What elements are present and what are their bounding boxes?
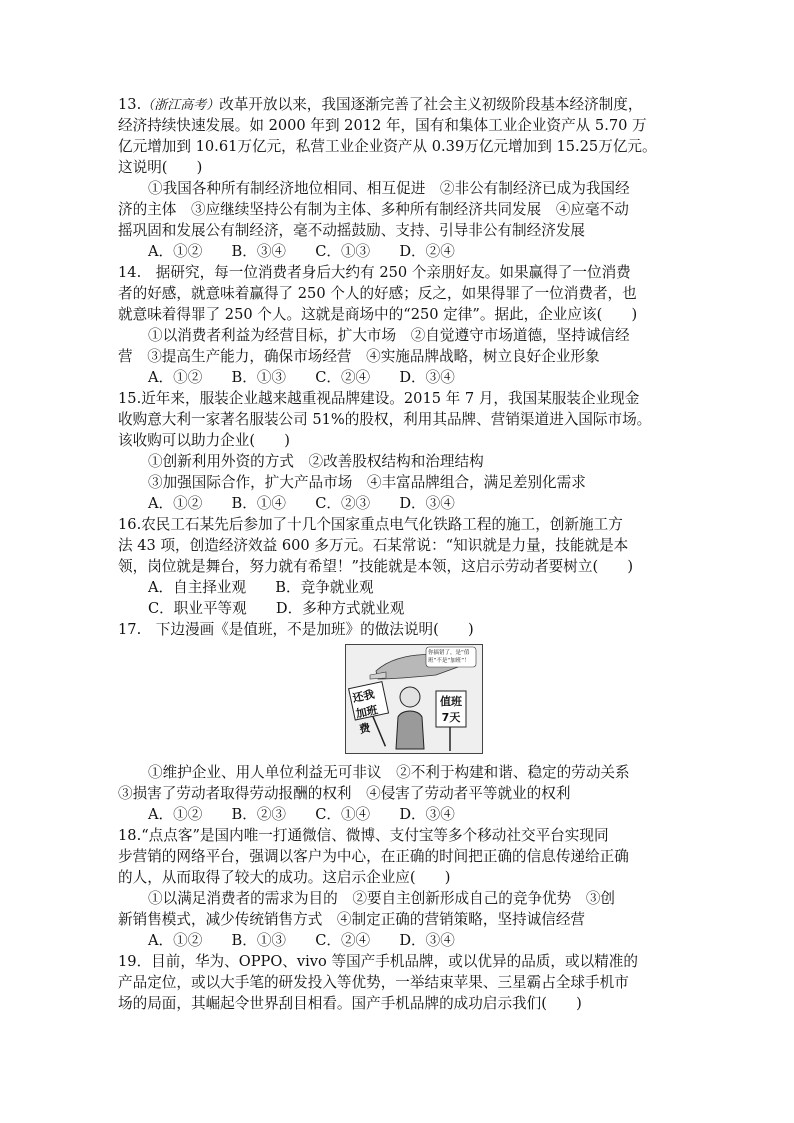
q17-answer-choices: A．①② B．②③ C．①④ D．③④ xyxy=(148,806,455,823)
q15-line-1: 15.近年来，服装企业越来越重视品牌建设。2015 年 7 月，我国某服装企业现金 xyxy=(118,390,640,407)
left-sign-text: 还我加班费 xyxy=(351,687,379,737)
q14-option-line-2: 营 ③提高生产能力，确保市场经营 ④实施品牌战略，树立良好企业形象 xyxy=(118,348,600,365)
q16-line-2: 法 43 项，创造经济效益 600 多万元。石某常说：“知识就是力量，技能就是本 xyxy=(118,537,629,554)
q13-answer-choices: A．①② B．③④ C．①③ D．②④ xyxy=(148,243,455,260)
worker-body xyxy=(396,711,424,749)
cartoon-image xyxy=(345,644,483,754)
q13-source-tag: （浙江高考） xyxy=(141,98,220,113)
q17-option-line-2: ③损害了劳动者取得劳动报酬的权利 ④侵害了劳动者平等就业的权利 xyxy=(118,785,571,802)
q13-line-4: 这说明( ) xyxy=(118,159,203,176)
q13-option-line-2: 济的主体 ③应继续坚持公有制为主体、多种所有制经济共同发展 ④应毫不动 xyxy=(118,201,629,218)
q14-line-2: 者的好感，就意味着赢得了 250 个人的好感；反之，如果得罪了一位消费者，也 xyxy=(118,285,637,302)
right-sign-text: 值班7天 xyxy=(440,695,462,724)
q19-line-1: 19．目前，华为、OPPO、vivo 等国产手机品牌，或以优异的品质，或以精准的 xyxy=(118,953,638,970)
worker-head xyxy=(400,687,420,707)
q13-line-1: 13.（浙江高考）改革开放以来，我国逐渐完善了社会主义初级阶段基本经济制度， xyxy=(118,96,643,113)
exam-page xyxy=(118,94,684,1014)
q17-cartoon-wrap xyxy=(118,644,684,756)
q16-answer-choices-2: C．职业平等观 D．多种方式就业观 xyxy=(148,600,405,617)
speech-bubble-text: 你搞错了，是“值班”不是“加班”！ xyxy=(428,650,470,664)
q15-option-line-1: ①创新利用外资的方式 ②改善股权结构和治理结构 xyxy=(148,453,484,470)
q13-option-line-1: ①我国各种所有制经济地位相同、相互促进 ②非公有制经济已成为我国经 xyxy=(148,180,630,197)
q13-option-line-3: 摇巩固和发展公有制经济，毫不动摇鼓励、支持、引导非公有制经济发展 xyxy=(118,222,586,239)
q18-line-3: 的人，从而取得了较大的成功。这启示企业应( ) xyxy=(118,869,451,886)
q16-answer-choices-1: A．自主择业观 B．竞争就业观 xyxy=(148,579,374,596)
q14-line-3: 就意味着得罪了 250 个人。这就是商场中的“250 定律”。据此，企业应该( ) xyxy=(118,306,638,323)
q13-line-2: 经济持续快速发展。如 2000 年到 2012 年，国有和集体工业企业资产从 5.70 万 xyxy=(118,117,647,134)
q18-option-line-2: 新销售模式，减少传统销售方式 ④制定正确的营销策略，坚持诚信经营 xyxy=(118,911,586,928)
q13-line-3: 亿元增加到 10.61万亿元，私营工业企业资产从 0.39万亿元增加到 15.25万亿元。 xyxy=(118,138,657,155)
q18-answer-choices: A．①② B．①③ C．②④ D．③④ xyxy=(148,932,455,949)
q18-option-line-1: ①以满足消费者的需求为目的 ②要自主创新形成自己的竞争优势 ③创 xyxy=(148,890,616,907)
q18-line-2: 步营销的网络平台，强调以客户为中心，在正确的时间把正确的信息传递给正确 xyxy=(118,848,629,865)
q19-line-3: 场的局面，其崛起令世界刮目相看。国产手机品牌的成功启示我们( ) xyxy=(118,995,582,1012)
q14-option-line-1: ①以消费者利益为经营目标，扩大市场 ②自觉遵守市场道德，坚持诚信经 xyxy=(148,327,630,344)
q18-line-1: 18.“点点客”是国内唯一打通微信、微博、支付宝等多个移动社交平台实现同 xyxy=(118,827,609,844)
q16-line-3: 领，岗位就是舞台，努力就有希望！”技能就是本领，这启示劳动者要树立( ) xyxy=(118,558,634,575)
q14-line-1: 14. 据研究，每一位消费者身后大约有 250 个亲朋好友。如果赢得了一位消费 xyxy=(118,264,631,281)
q15-answer-choices: A．①② B．①④ C．②③ D．③④ xyxy=(148,495,455,512)
q15-option-line-2: ③加强国际合作，扩大产品市场 ④丰富品牌组合，满足差别化需求 xyxy=(148,474,586,491)
q14-answer-choices: A．①② B．①③ C．②④ D．③④ xyxy=(148,369,455,386)
q17-line-1: 17. 下边漫画《是值班，不是加班》的做法说明( ) xyxy=(118,621,474,638)
q15-line-3: 该收购可以助力企业( ) xyxy=(118,432,290,449)
q19-line-2: 产品定位，或以大手笔的研发投入等优势，一举结束苹果、三星霸占全球手机市 xyxy=(118,974,629,991)
q15-line-2: 收购意大利一家著名服装公司 51%的股权，利用其品牌、营销渠道进入国际市场。 xyxy=(118,411,652,428)
q13-number: 13. xyxy=(118,96,142,113)
q17-option-line-1: ①维护企业、用人单位利益无可非议 ②不利于构建和谐、稳定的劳动关系 xyxy=(148,764,630,781)
q16-line-1: 16.农民工石某先后参加了十几个国家重点电气化铁路工程的施工，创新施工方 xyxy=(118,516,623,533)
